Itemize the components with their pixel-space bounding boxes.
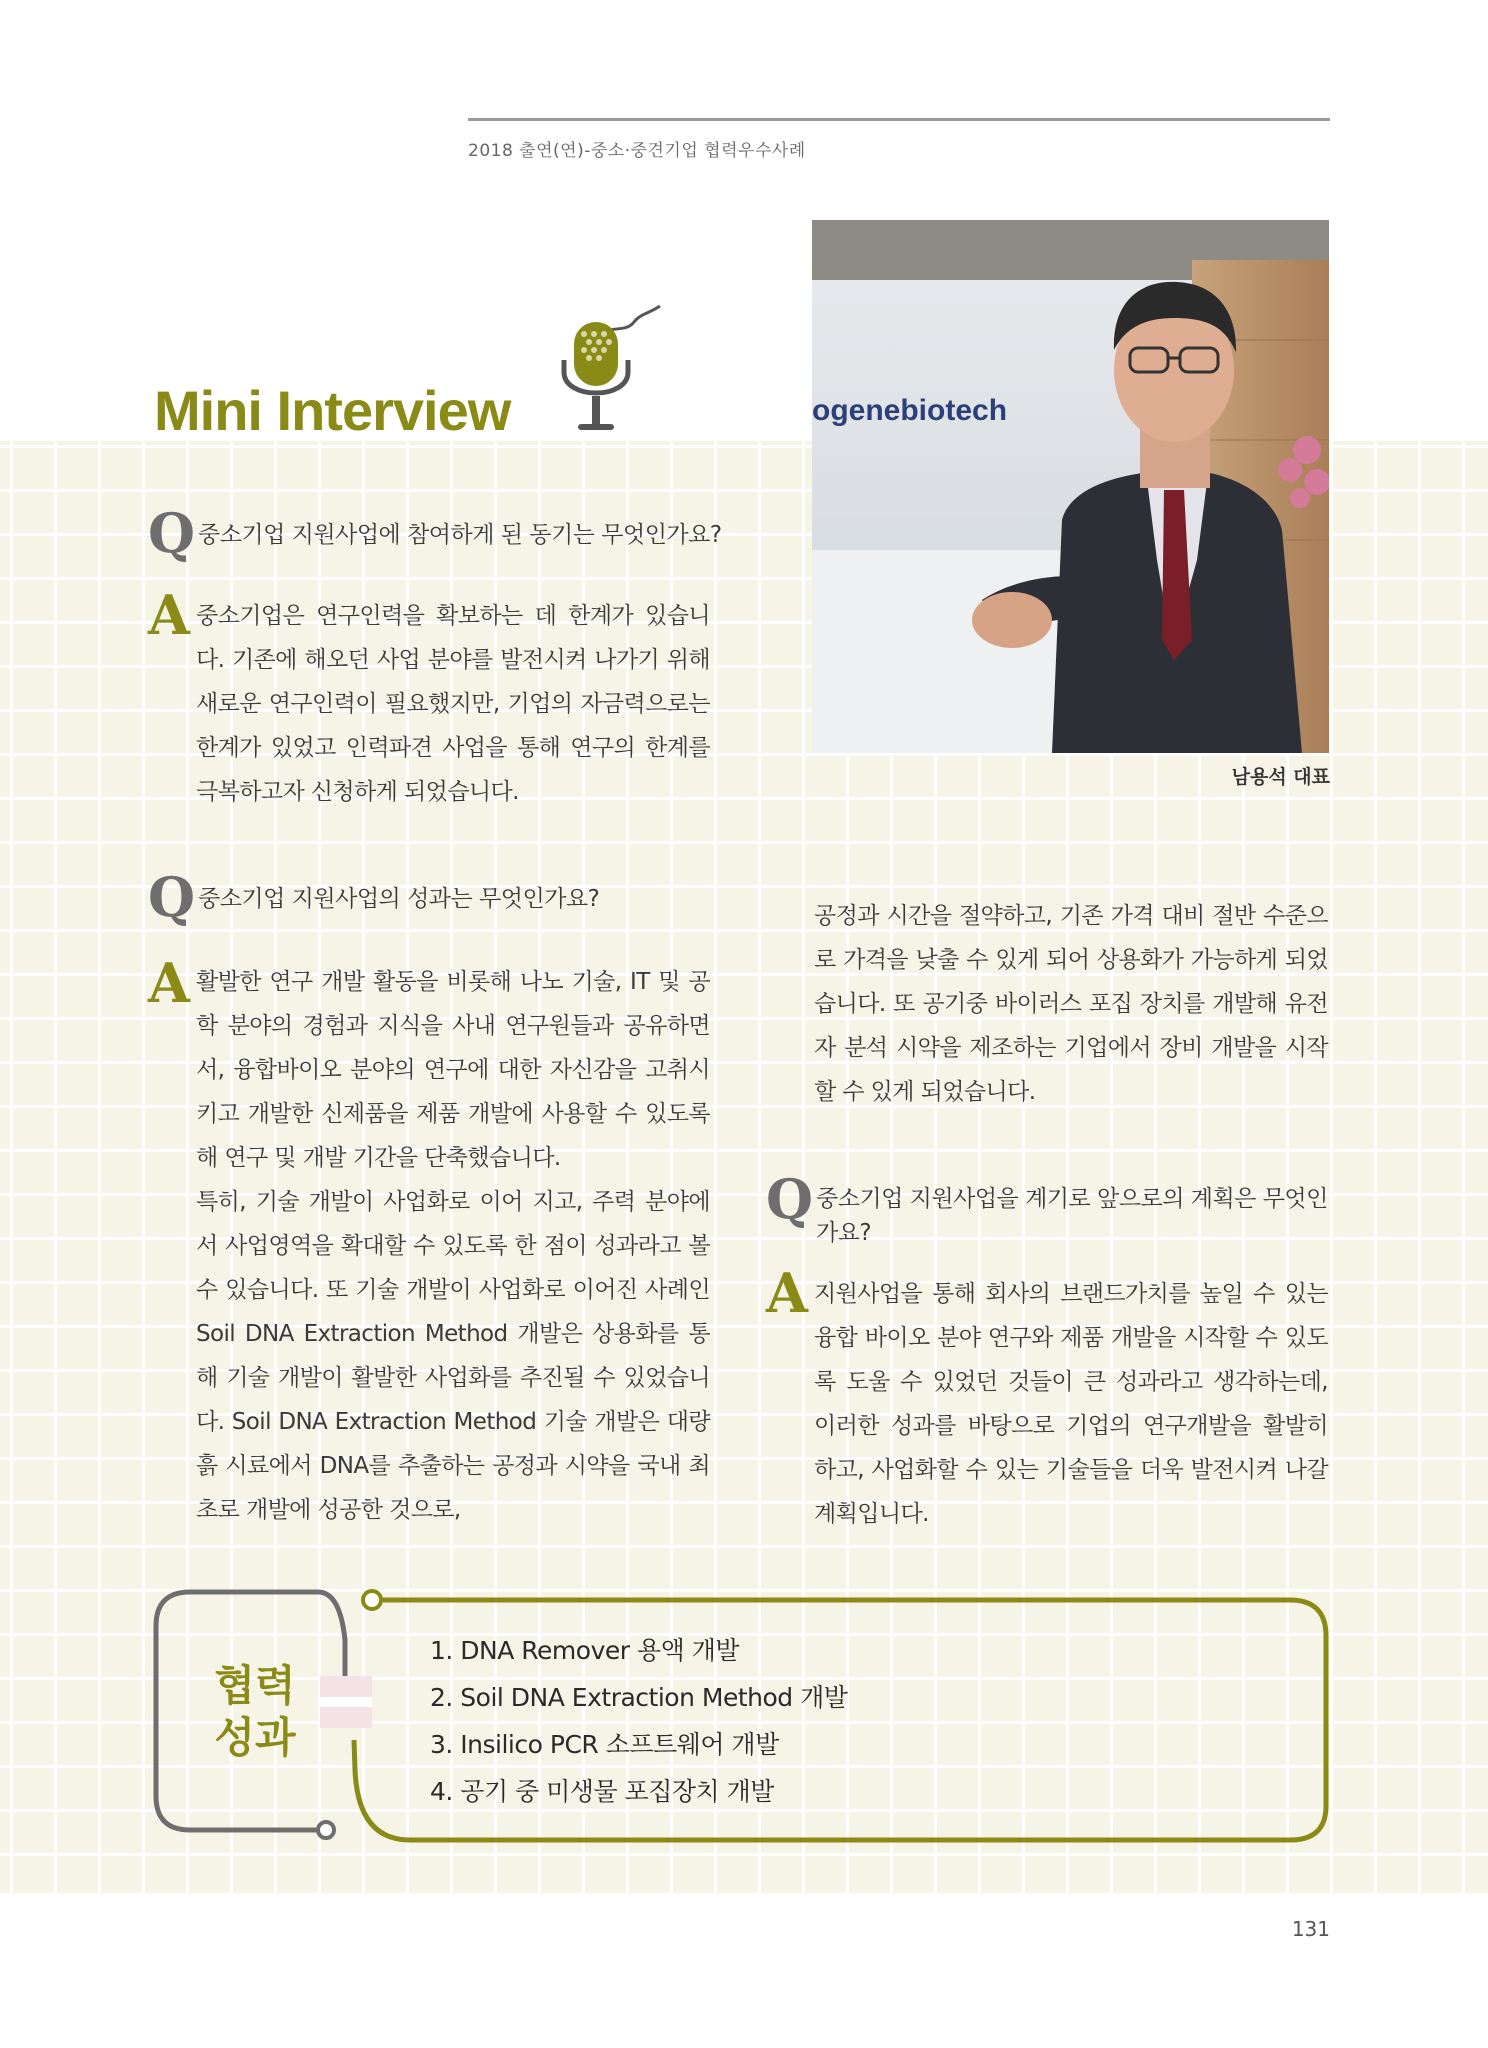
running-header: 2018 출연(연)-중소·중견기업 협력우수사례	[468, 141, 806, 161]
list-item: 1. DNA Remover 용액 개발	[430, 1636, 740, 1665]
answer-2-continued: 공정과 시간을 절약하고, 기존 가격 대비 절반 수준으로 가격을 낮출 수 있게 되어 상용화가 가능하게 되었습니다. 또 공기중 바이러스 포집 장치를 개발해 유전자 분석 시약을 제조하는 기업에서 장비 개발을 시작 할 수 있게 되었습니다.	[814, 903, 1328, 1105]
page-number: 131	[1291, 1917, 1330, 1941]
results-title	[200, 1660, 310, 1764]
answer-marker: A	[148, 951, 190, 1015]
list-item: 4. 공기 중 미생물 포집장치 개발	[430, 1777, 774, 1806]
question-2: 중소기업 지원사업의 성과는 무엇인가요?	[198, 886, 600, 912]
section-title: Mini Interview	[154, 379, 511, 442]
list-item: 2. Soil DNA Extraction Method 개발	[430, 1683, 848, 1712]
microphone-icon	[548, 300, 668, 450]
sign-text: ogenebiotech	[812, 394, 1008, 427]
question-marker: Q	[766, 1167, 814, 1231]
answer-3: 지원사업을 통해 회사의 브랜드가치를 높일 수 있는 융합 바이오 분야 연구와 제품 개발을 시작할 수 있도록 도울 수 있었던 것들이 큰 성과라고 생각하는데, 이러한 성과를 바탕으로 기업의 연구개발을 활발히 하고, 사업화할 수 있는 기술들을 더욱 발전시켜 나갈 계획입니다.	[814, 1281, 1328, 1527]
question-3: 중소기업 지원사업을 계기로 앞으로의 계획은 무엇인가요?	[816, 1186, 1328, 1246]
answer-1: 중소기업은 연구인력을 확보하는 데 한계가 있습니다. 기존에 해오던 사업 분야를 발전시켜 나가기 위해 새로운 연구인력이 필요했지만, 기업의 자금력으로는 한계가 있었고 인력파견 사업을 통해 연구의 한계를 극복하고자 신청하게 되었습니다.	[196, 603, 710, 805]
portrait-photo	[812, 220, 1329, 753]
question-1: 중소기업 지원사업에 참여하게 된 동기는 무엇인가요?	[198, 522, 722, 548]
photo-caption: 남용석 대표	[1231, 766, 1330, 788]
list-item: 3. Insilico PCR 소프트웨어 개발	[430, 1730, 779, 1759]
question-marker: Q	[148, 865, 196, 929]
results-title-line-1: 협력	[214, 1661, 296, 1710]
answer-marker: A	[148, 583, 190, 647]
answer-2-part-2: 특히, 기술 개발이 사업화로 이어 지고, 주력 분야에서 사업영역을 확대할 수 있도록 한 점이 성과라고 볼 수 있습니다. 또 기술 개발이 사업화로 이어진 사례인 Soil DNA Extraction Method 개발은 상용화를 통해 기술 개발이 활발한 사업화를 추진될 수 있었습니다. Soil DNA Extraction Method 기술 개발은 대량 흙 시료에서 DNA를 추출하는 공정과 시약을 국내 최초로 개발에 성공한 것으로,	[196, 1189, 710, 1523]
results-title-line-2: 성과	[214, 1713, 296, 1762]
results-list	[430, 1627, 847, 1815]
answer-2-part-1: 활발한 연구 개발 활동을 비롯해 나노 기술, IT 및 공학 분야의 경험과 지식을 사내 연구원들과 공유하면서, 융합바이오 분야의 연구에 대한 자신감을 고취시키고 개발한 신제품을 제품 개발에 사용할 수 있도록 해 연구 및 개발 기간을 단축했습니다.	[196, 969, 710, 1171]
answer-marker: A	[766, 1261, 808, 1325]
question-marker: Q	[148, 501, 196, 565]
header-rule	[468, 118, 1330, 121]
